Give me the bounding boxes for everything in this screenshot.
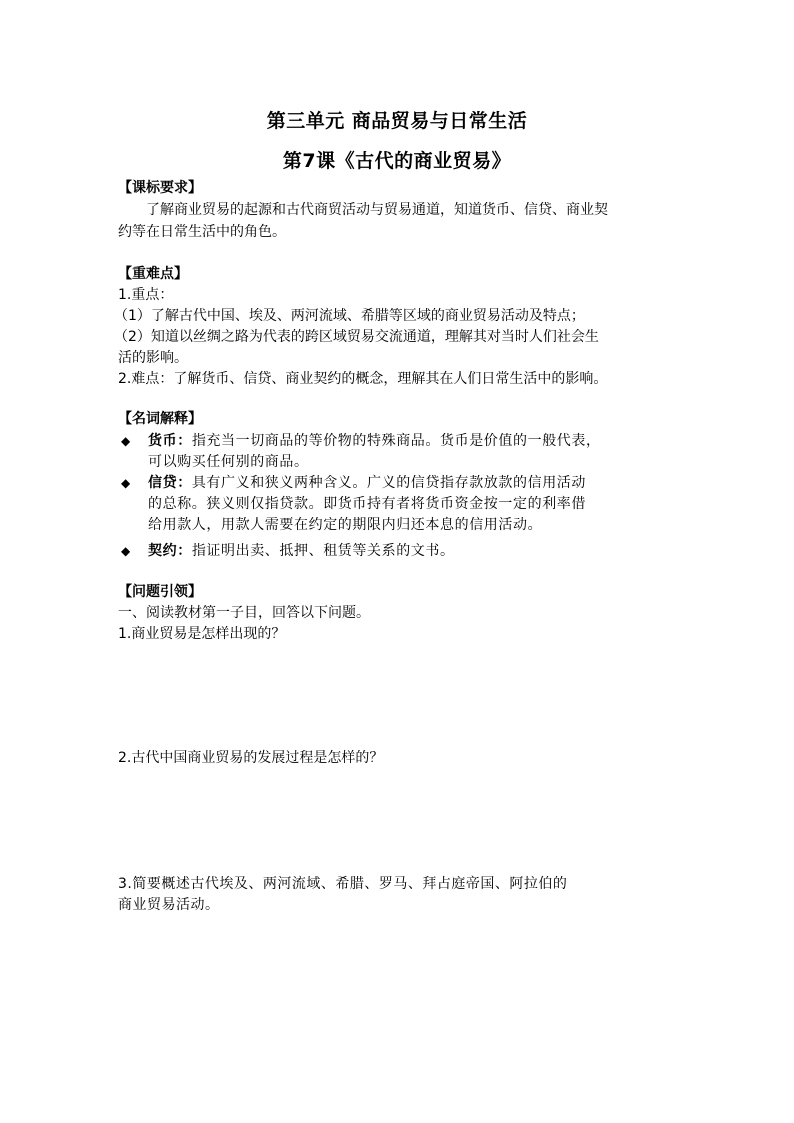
question-3-line: 3.简要概述古代埃及、两河流域、希腊、罗马、拜占庭帝国、阿拉伯的 (118, 876, 568, 892)
term-definition-line (148, 431, 601, 451)
term-text: 指充当一切商品的等价物的特殊商品。货币是价值的一般代表， (191, 433, 601, 449)
term-definition-line (148, 473, 586, 493)
diamond-bullet-icon: ◆ (121, 544, 131, 558)
term-definition-line: 可以购买任何别的商品。 (148, 454, 309, 470)
question-3-line: 商业贸易活动。 (118, 897, 220, 913)
key-points-heading: 【重难点】 (118, 266, 188, 282)
term-definition-line (148, 541, 455, 561)
lesson-title: 第7课《古代的商业贸易》 (282, 150, 512, 172)
term-definition-line: 的总称。狭义则仅指贷款。即货币持有者将货币资金按一定的利率借 (148, 496, 586, 512)
term-text: 指证明出卖、抵押、租赁等关系的文书。 (191, 543, 455, 559)
term-label: 货币： (148, 433, 192, 449)
key-points-line: （1）了解古代中国、埃及、两河流域、希腊等区域的商业贸易活动及特点； (114, 308, 585, 324)
key-points-line: 活的影响。 (118, 350, 188, 366)
unit-title: 第三单元 商品贸易与日常生活 (266, 110, 528, 132)
terms-heading: 【名词解释】 (118, 411, 202, 427)
term-definition-line: 给用款人，用款人需要在约定的期限内归还本息的信用活动。 (148, 517, 543, 533)
questions-heading: 【问题引领】 (118, 584, 202, 600)
term-text: 具有广义和狭义两种含义。广义的信贷指存款放款的信用活动 (191, 475, 587, 491)
question-1: 1.商业贸易是怎样出现的？ (118, 626, 286, 642)
term-label: 信贷： (148, 475, 192, 491)
diamond-bullet-icon: ◆ (121, 434, 131, 448)
key-points-line: 2.难点：了解货币、信贷、商业契约的概念，理解其在人们日常生活中的影响。 (118, 371, 608, 387)
standards-text-line: 约等在日常生活中的角色。 (118, 224, 286, 240)
question-2: 2.古代中国商业贸易的发展过程是怎样的？ (118, 750, 384, 766)
questions-intro: 一、阅读教材第一子目，回答以下问题。 (118, 605, 370, 621)
standards-text-line: 了解商业贸易的起源和古代商贸活动与贸易通道，知道货币、信贷、商业契 (146, 202, 608, 218)
diamond-bullet-icon: ◆ (121, 476, 131, 490)
standards-heading: 【课标要求】 (118, 180, 202, 196)
key-points-line: 1.重点： (118, 287, 174, 303)
key-points-line: （2）知道以丝绸之路为代表的跨区域贸易交流通道，理解其对当时人们社会生 (114, 329, 599, 345)
term-label: 契约： (148, 543, 192, 559)
